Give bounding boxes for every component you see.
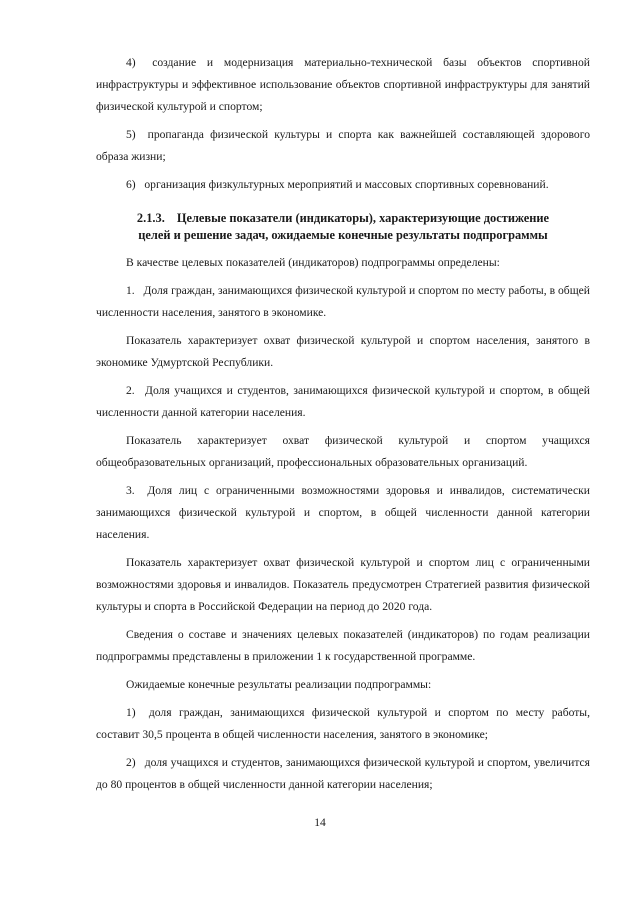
indicator-2: 2. Доля учащихся и студентов, занимающихся физической культурой и спортом, в общей численности данной категории населения. [96,384,590,419]
paragraph-item-4: 4) создание и модернизация материально-технической базы объектов спортивной инфраструктуры и эффективное использование объектов спортивной инфраструктуры для занятий физической культурой и спортом; [96,56,590,113]
section-title: Целевые показатели (индикаторы), характеризующие достижение целей и решение задач, ожидаемые конечные результаты подпрограммы [138,211,550,242]
paragraph-appendix-reference: Сведения о составе и значениях целевых показателей (индикаторов) по годам реализации подпрограммы представлены в приложении 1 к государственной программе. [96,628,590,663]
paragraph-intro: В качестве целевых показателей (индикаторов) подпрограммы определены: [126,256,500,269]
result-1: 1) доля граждан, занимающихся физической культурой и спортом по месту работы, составит 30,5 процента в общей численности населения, занятого в экономике; [96,706,590,741]
paragraph-item-5: 5) пропаганда физической культуры и спорта как важнейшей составляющей здорового образа жизни; [96,128,590,163]
section-number: 2.1.3. [136,211,165,225]
page-number: 14 [314,816,326,829]
indicator-3: 3. Доля лиц с ограниченными возможностями здоровья и инвалидов, систематически занимающихся физической культурой и спортом, в общей численности данной категории населения. [96,484,590,541]
indicator-2-description: Показатель характеризует охват физической культурой и спортом учащихся общеобразовательных организаций, профессиональных образовательных организаций. [96,434,590,469]
section-heading [96,210,590,244]
paragraph-expected-results: Ожидаемые конечные результаты реализации подпрограммы: [126,678,432,691]
paragraph-item-6: 6) организация физкультурных мероприятий и массовых спортивных соревнований. [126,178,549,191]
indicator-1-description: Показатель характеризует охват физической культурой и спортом населения, занятого в экономике Удмуртской Республики. [96,334,590,369]
indicator-1: 1. Доля граждан, занимающихся физической культурой и спортом по месту работы, в общей численности населения, занятого в экономике. [96,284,590,319]
result-2: 2) доля учащихся и студентов, занимающихся физической культурой и спортом, увеличится до 80 процентов в общей численности данной категории населения; [96,756,590,791]
indicator-3-description: Показатель характеризует охват физической культурой и спортом лиц с ограниченными возможностями здоровья и инвалидов. Показатель предусмотрен Стратегией развития физической культуры и спорта в Российской Федерации на период до 2020 года. [96,556,590,613]
document-page [96,52,590,802]
